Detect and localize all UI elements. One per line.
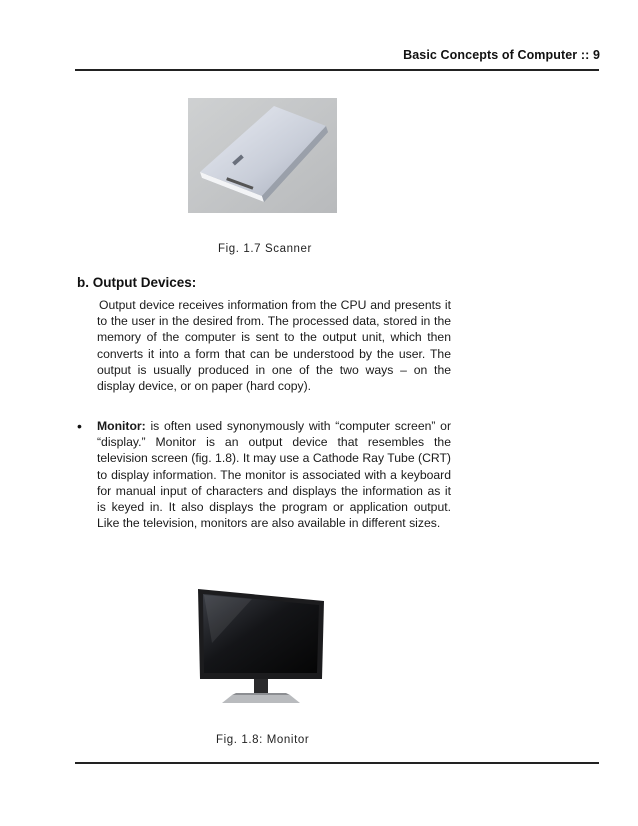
section-heading: b. Output Devices: <box>77 275 197 290</box>
scanner-caption: Fig. 1.7 Scanner <box>218 243 312 255</box>
scanner-image <box>188 98 337 218</box>
section-paragraph: Output device receives information from the CPU and presents it to the user in the desired from. The processed data, stored in the memory of the computer is sent to the output unit, which then converts it into a form that can be understood by the user. The output is usually produced in one of the two ways – on the display device, or on paper (hard copy). <box>97 298 451 394</box>
bullet-text: is often used synonymously with “computer screen” or “display.” Monitor is an output device that resembles the television screen (fig. 1.8). It may use a Cathode Ray Tube (CRT) to display information. The monitor is associated with a keyboard for manual input of characters and displays the information as it is keyed in. It also displays the program or application output. Like the television, monitors are also available in different sizes. <box>97 419 451 531</box>
bullet-marker: • <box>77 418 82 434</box>
monitor-image <box>192 583 330 712</box>
page-header-title: Basic Concepts of Computer :: 9 <box>403 48 600 62</box>
monitor-caption: Fig. 1.8: Monitor <box>216 734 310 746</box>
bullet-item-monitor <box>97 418 451 531</box>
footer-rule <box>75 762 599 764</box>
bullet-term: Monitor: <box>97 419 146 433</box>
header-rule <box>75 69 599 71</box>
